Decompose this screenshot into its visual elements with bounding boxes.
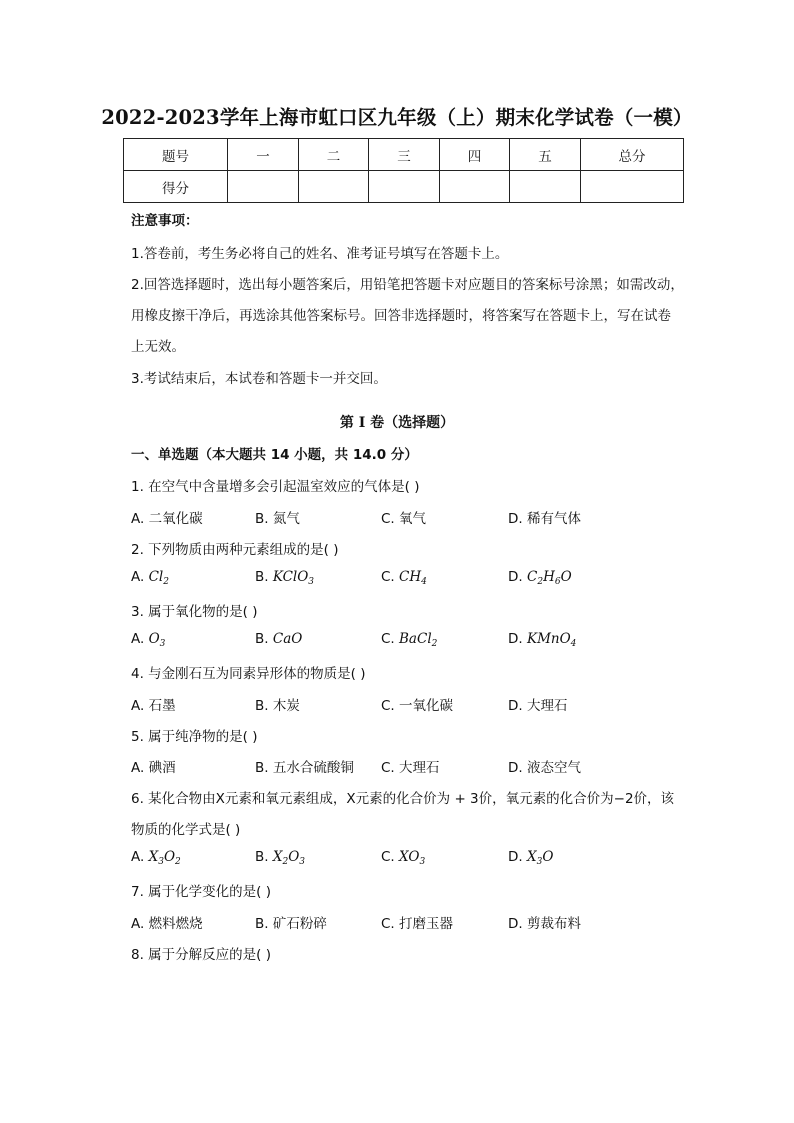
q5-option-b[interactable]: B. 五水合硫酸铜 [255,760,354,776]
question-2-stem: 2. 下列物质由两种元素组成的是( ) [131,542,339,558]
score-cell [581,171,684,203]
score-header-cell: 四 [440,139,510,171]
question-7-stem: 7. 属于化学变化的是( ) [131,884,271,900]
notice-item-2-line-2: 用橡皮擦干净后，再选涂其他答案标号。回答非选择题时，将答案写在答题卡上，写在试卷 [131,308,671,324]
score-table [123,138,684,203]
q2-option-a[interactable]: A. $Cl_2$ [131,569,169,587]
score-header-cell: 题号 [124,139,228,171]
q6-option-d[interactable]: D. $X_3O$ [508,849,554,867]
score-header-cell: 二 [299,139,369,171]
question-8-stem: 8. 属于分解反应的是( ) [131,947,271,963]
q3-option-b[interactable]: B. CaO [255,631,303,647]
chemical-formula: $XO_3$ [399,849,426,867]
score-table-header-row [124,139,684,171]
chemical-formula: $CH_4$ [399,569,427,587]
score-cell [299,171,369,203]
q1-option-a[interactable]: A. 二氧化碳 [131,511,203,527]
score-cell [369,171,440,203]
chemical-formula: $Cl_2$ [148,569,169,587]
q7-option-c[interactable]: C. 打磨玉器 [381,916,454,932]
chemical-formula: $X_2O_3$ [272,849,306,867]
q4-option-c[interactable]: C. 一氧化碳 [381,698,454,714]
score-header-cell: 三 [369,139,440,171]
q6-option-b[interactable]: B. $X_2O_3$ [255,849,306,867]
q6-option-c[interactable]: C. $XO_3$ [381,849,426,867]
score-header-cell: 一 [228,139,299,171]
chemical-formula: CaO [272,631,303,647]
question-1-stem: 1. 在空气中含量增多会引起温室效应的气体是( ) [131,479,420,495]
chemical-formula: $X_3O_2$ [148,849,181,867]
notice-heading: 注意事项： [131,213,199,229]
chemical-formula: $X_3O$ [526,849,554,867]
chemical-formula: KMnO$_4$ [526,631,577,649]
question-type-heading: 一、单选题（本大题共 14 小题，共 14.0 分） [131,447,418,463]
score-table-score-row [124,171,684,203]
score-cell [440,171,510,203]
notice-item-3: 3.考试结束后，本试卷和答题卡一并交回。 [131,371,387,387]
score-row-label: 得分 [124,171,228,203]
chemical-formula: KClO$_3$ [272,569,315,587]
chemical-formula: $C_2H_6O$ [526,569,572,587]
q1-option-c[interactable]: C. 氧气 [381,511,427,527]
q2-option-d[interactable]: D. $C_2H_6O$ [508,569,572,587]
score-header-cell: 总分 [581,139,684,171]
q1-option-d[interactable]: D. 稀有气体 [508,511,581,527]
q4-option-a[interactable]: A. 石墨 [131,698,176,714]
notice-item-2-line-3: 上无效。 [131,339,185,355]
score-cell [228,171,299,203]
q7-option-b[interactable]: B. 矿石粉碎 [255,916,327,932]
q5-option-d[interactable]: D. 液态空气 [508,760,581,776]
section-title: 第 I 卷（选择题） [339,415,455,431]
q7-option-a[interactable]: A. 燃料燃烧 [131,916,203,932]
q4-option-d[interactable]: D. 大理石 [508,698,568,714]
question-3-stem: 3. 属于氧化物的是( ) [131,604,258,620]
q1-option-b[interactable]: B. 氮气 [255,511,300,527]
q5-option-a[interactable]: A. 碘酒 [131,760,176,776]
q2-option-c[interactable]: C. $CH_4$ [381,569,427,587]
exam-title: 2022-2023学年上海市虹口区九年级（上）期末化学试卷（一模） [101,106,693,129]
notice-item-1: 1.答卷前，考生务必将自己的姓名、准考证号填写在答题卡上。 [131,246,509,262]
q6-option-a[interactable]: A. $X_3O_2$ [131,849,181,867]
chemical-formula: $O_3$ [148,631,166,649]
q2-option-b[interactable]: B. KClO$_3$ [255,569,315,587]
question-6-stem-line-2: 物质的化学式是( ) [131,822,241,838]
question-4-stem: 4. 与金刚石互为同素异形体的物质是( ) [131,666,366,682]
score-header-cell: 五 [510,139,581,171]
chemical-formula: BaCl$_2$ [399,631,438,649]
q5-option-c[interactable]: C. 大理石 [381,760,440,776]
q3-option-d[interactable]: D. KMnO$_4$ [508,631,577,649]
q3-option-c[interactable]: C. BaCl$_2$ [381,631,438,649]
question-6-stem-line-1: 6. 某化合物由X元素和氧元素组成，X元素的化合价为 + 3价，氧元素的化合价为−2价，该 [131,791,675,807]
q4-option-b[interactable]: B. 木炭 [255,698,300,714]
score-cell [510,171,581,203]
q3-option-a[interactable]: A. $O_3$ [131,631,166,649]
question-5-stem: 5. 属于纯净物的是( ) [131,729,258,745]
q7-option-d[interactable]: D. 剪裁布料 [508,916,581,932]
notice-item-2-line-1: 2.回答选择题时，选出每小题答案后，用铅笔把答题卡对应题目的答案标号涂黑；如需改动， [131,277,684,293]
